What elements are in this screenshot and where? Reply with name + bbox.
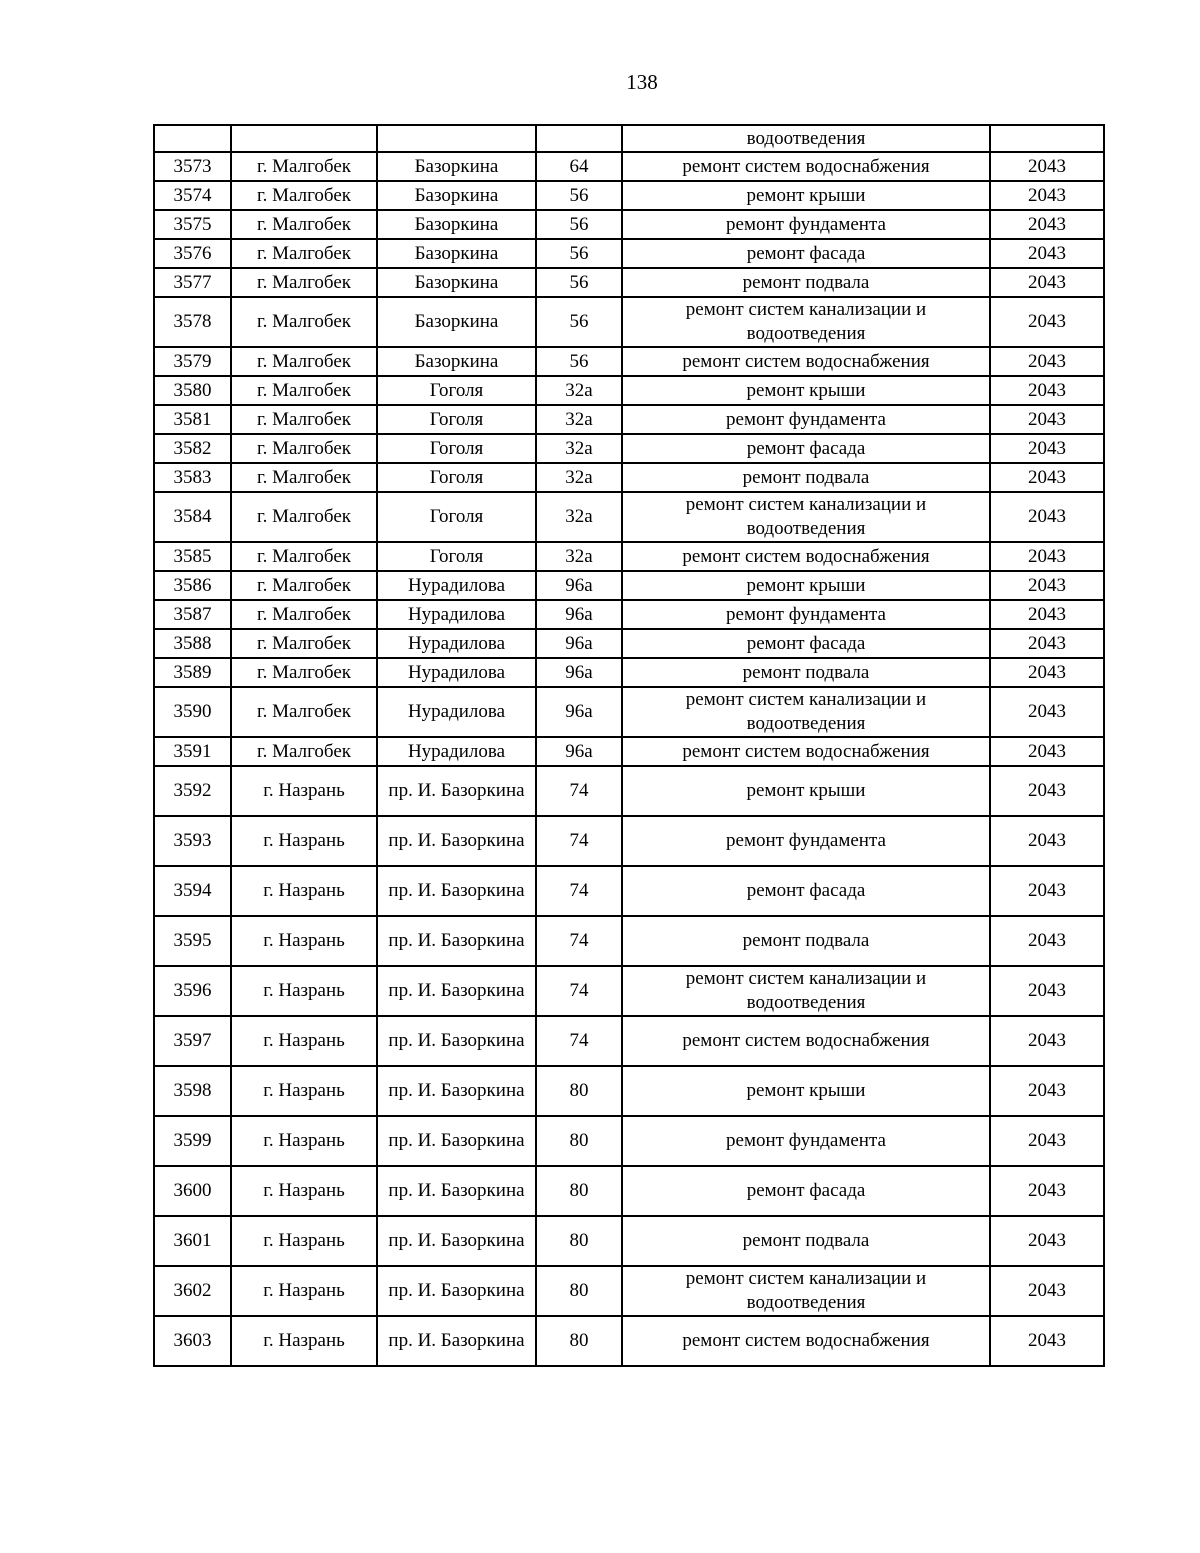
table-row [154,866,1104,916]
cell-city: г. Назрань [231,1316,377,1366]
cell-street: Базоркина [377,210,536,239]
table-row [154,152,1104,181]
cell-city: г. Малгобек [231,181,377,210]
cell-city: г. Назрань [231,1216,377,1266]
cell-work-type: ремонт фундамента [622,210,990,239]
cell-city: г. Назрань [231,1266,377,1316]
cell-year: 2043 [990,297,1104,347]
cell-house: 56 [536,210,622,239]
cell-year: 2043 [990,434,1104,463]
cell-number: 3594 [154,866,231,916]
cell-city: г. Малгобек [231,687,377,737]
cell-year: 2043 [990,1266,1104,1316]
cell-house: 74 [536,866,622,916]
cell-year: 2043 [990,687,1104,737]
table-row [154,239,1104,268]
cell-work-type: ремонт подвала [622,916,990,966]
cell-city: г. Назрань [231,1066,377,1116]
table-row [154,1166,1104,1216]
table-row [154,1116,1104,1166]
cell-street: пр. И. Базоркина [377,966,536,1016]
cell-house: 32а [536,434,622,463]
cell-street: пр. И. Базоркина [377,1266,536,1316]
cell-work-type: ремонт фасада [622,1166,990,1216]
table-row [154,766,1104,816]
cell-work-type: ремонт систем канализации и водоотведения [622,1266,990,1316]
cell-year: 2043 [990,239,1104,268]
cell-number: 3582 [154,434,231,463]
cell-city: г. Малгобек [231,405,377,434]
cell-street: пр. И. Базоркина [377,866,536,916]
cell-street: Базоркина [377,347,536,376]
cell-city: г. Малгобек [231,737,377,766]
cell-city: г. Малгобек [231,239,377,268]
cell-city: г. Малгобек [231,268,377,297]
cell-year: 2043 [990,347,1104,376]
cell-city: г. Малгобек [231,297,377,347]
table-row [154,268,1104,297]
table-row [154,181,1104,210]
cell-number: 3581 [154,405,231,434]
table-row [154,966,1104,1016]
table-row [154,600,1104,629]
cell-work-type: ремонт систем водоснабжения [622,1316,990,1366]
cell-city: г. Назрань [231,816,377,866]
cell-house: 32а [536,405,622,434]
cell-year: 2043 [990,1316,1104,1366]
cell-number: 3577 [154,268,231,297]
cell-number: 3574 [154,181,231,210]
cell-street: Нурадилова [377,687,536,737]
cell-number: 3598 [154,1066,231,1116]
cell-number: 3573 [154,152,231,181]
cell-street: пр. И. Базоркина [377,1116,536,1166]
cell-city: г. Малгобек [231,463,377,492]
cell-year: 2043 [990,1166,1104,1216]
cell-number: 3593 [154,816,231,866]
cell-year: 2043 [990,181,1104,210]
table-row [154,1266,1104,1316]
cell-house: 56 [536,268,622,297]
cell-work-type: ремонт фундамента [622,1116,990,1166]
cell-work-type: ремонт систем канализации и водоотведения [622,297,990,347]
table-row [154,492,1104,542]
cell-street: Базоркина [377,297,536,347]
cell-city [231,125,377,152]
cell-house: 96а [536,687,622,737]
cell-work-type: ремонт систем канализации и водоотведения [622,492,990,542]
cell-street: Базоркина [377,268,536,297]
cell-street [377,125,536,152]
cell-number: 3579 [154,347,231,376]
cell-year: 2043 [990,916,1104,966]
cell-house: 96а [536,737,622,766]
cell-house: 96а [536,629,622,658]
cell-house [536,125,622,152]
cell-number: 3592 [154,766,231,816]
cell-city: г. Малгобек [231,571,377,600]
cell-street: Нурадилова [377,737,536,766]
cell-year: 2043 [990,966,1104,1016]
table-row [154,1016,1104,1066]
cell-city: г. Малгобек [231,376,377,405]
cell-number: 3591 [154,737,231,766]
cell-street: Базоркина [377,239,536,268]
cell-house: 74 [536,816,622,866]
cell-street: пр. И. Базоркина [377,916,536,966]
cell-work-type: ремонт подвала [622,268,990,297]
cell-house: 96а [536,600,622,629]
cell-year: 2043 [990,658,1104,687]
table-row [154,297,1104,347]
cell-city: г. Назрань [231,1166,377,1216]
cell-street: Нурадилова [377,600,536,629]
cell-work-type: ремонт систем водоснабжения [622,152,990,181]
cell-year: 2043 [990,816,1104,866]
cell-work-type: ремонт фасада [622,866,990,916]
cell-number [154,125,231,152]
cell-number: 3595 [154,916,231,966]
cell-work-type: ремонт фундамента [622,600,990,629]
cell-street: Гоголя [377,542,536,571]
cell-year: 2043 [990,376,1104,405]
cell-city: г. Малгобек [231,434,377,463]
cell-year: 2043 [990,600,1104,629]
continuation-row [154,125,1104,152]
table-row [154,347,1104,376]
cell-number: 3588 [154,629,231,658]
cell-work-type: ремонт систем водоснабжения [622,1016,990,1066]
table-row [154,434,1104,463]
table-row [154,1216,1104,1266]
cell-house: 56 [536,297,622,347]
cell-work-type: ремонт крыши [622,571,990,600]
cell-work-type: ремонт фасада [622,629,990,658]
cell-street: пр. И. Базоркина [377,1216,536,1266]
table-row [154,629,1104,658]
table-row [154,571,1104,600]
cell-year: 2043 [990,629,1104,658]
cell-year: 2043 [990,1116,1104,1166]
cell-work-type: ремонт фасада [622,434,990,463]
cell-year: 2043 [990,1066,1104,1116]
cell-house: 80 [536,1216,622,1266]
cell-work-type: ремонт фасада [622,239,990,268]
cell-number: 3589 [154,658,231,687]
table-row [154,658,1104,687]
repair-schedule-table [153,124,1105,1367]
cell-house: 56 [536,239,622,268]
cell-street: Нурадилова [377,658,536,687]
cell-year: 2043 [990,210,1104,239]
cell-street: Базоркина [377,152,536,181]
cell-work-type: ремонт крыши [622,766,990,816]
table-row [154,405,1104,434]
page-number: 138 [626,70,658,94]
table-row [154,1316,1104,1366]
cell-street: Гоголя [377,434,536,463]
cell-year: 2043 [990,571,1104,600]
cell-house: 56 [536,347,622,376]
table-row [154,737,1104,766]
cell-number: 3575 [154,210,231,239]
cell-number: 3600 [154,1166,231,1216]
cell-house: 32а [536,376,622,405]
cell-year: 2043 [990,152,1104,181]
cell-city: г. Назрань [231,766,377,816]
cell-work-type: ремонт систем канализации и водоотведения [622,966,990,1016]
table-row [154,1066,1104,1116]
cell-house: 74 [536,966,622,1016]
cell-street: пр. И. Базоркина [377,1016,536,1066]
cell-number: 3584 [154,492,231,542]
cell-work-type: ремонт фундамента [622,405,990,434]
cell-house: 56 [536,181,622,210]
cell-street: Гоголя [377,463,536,492]
cell-city: г. Назрань [231,916,377,966]
cell-city: г. Малгобек [231,629,377,658]
cell-year: 2043 [990,1216,1104,1266]
cell-house: 80 [536,1166,622,1216]
cell-number: 3596 [154,966,231,1016]
cell-city: г. Малгобек [231,600,377,629]
cell-city: г. Назрань [231,1116,377,1166]
cell-street: пр. И. Базоркина [377,1066,536,1116]
cell-number: 3603 [154,1316,231,1366]
cell-number: 3578 [154,297,231,347]
cell-number: 3601 [154,1216,231,1266]
cell-street: Гоголя [377,492,536,542]
table-row [154,916,1104,966]
cell-number: 3587 [154,600,231,629]
cell-house: 80 [536,1066,622,1116]
cell-city: г. Малгобек [231,658,377,687]
cell-year: 2043 [990,492,1104,542]
cell-work-type: ремонт крыши [622,376,990,405]
cell-city: г. Малгобек [231,152,377,181]
cell-city: г. Назрань [231,866,377,916]
cell-street: Гоголя [377,405,536,434]
cell-city: г. Назрань [231,1016,377,1066]
cell-number: 3576 [154,239,231,268]
cell-work-type: ремонт систем водоснабжения [622,542,990,571]
cell-street: Гоголя [377,376,536,405]
cell-number: 3597 [154,1016,231,1066]
cell-work-type: ремонт систем водоснабжения [622,737,990,766]
cell-number: 3602 [154,1266,231,1316]
cell-number: 3585 [154,542,231,571]
table-body [154,125,1104,1366]
cell-work-type: водоотведения [622,125,990,152]
cell-year: 2043 [990,405,1104,434]
cell-street: Нурадилова [377,629,536,658]
cell-number: 3599 [154,1116,231,1166]
cell-work-type: ремонт крыши [622,1066,990,1116]
cell-year: 2043 [990,463,1104,492]
cell-year: 2043 [990,268,1104,297]
cell-house: 32а [536,463,622,492]
cell-city: г. Малгобек [231,542,377,571]
cell-house: 74 [536,916,622,966]
cell-work-type: ремонт подвала [622,463,990,492]
cell-street: Нурадилова [377,571,536,600]
cell-house: 80 [536,1116,622,1166]
cell-street: пр. И. Базоркина [377,1166,536,1216]
cell-house: 32а [536,492,622,542]
cell-work-type: ремонт фундамента [622,816,990,866]
cell-year: 2043 [990,866,1104,916]
cell-house: 64 [536,152,622,181]
cell-city: г. Малгобек [231,347,377,376]
cell-year: 2043 [990,766,1104,816]
table-row [154,210,1104,239]
cell-work-type: ремонт систем канализации и водоотведения [622,687,990,737]
cell-city: г. Назрань [231,966,377,1016]
cell-street: пр. И. Базоркина [377,1316,536,1366]
cell-city: г. Малгобек [231,210,377,239]
cell-work-type: ремонт подвала [622,658,990,687]
table-row [154,816,1104,866]
cell-number: 3586 [154,571,231,600]
cell-street: пр. И. Базоркина [377,766,536,816]
cell-street: пр. И. Базоркина [377,816,536,866]
cell-work-type: ремонт подвала [622,1216,990,1266]
cell-house: 32а [536,542,622,571]
cell-number: 3583 [154,463,231,492]
cell-year [990,125,1104,152]
cell-house: 74 [536,1016,622,1066]
table-row [154,376,1104,405]
cell-house: 80 [536,1266,622,1316]
cell-number: 3580 [154,376,231,405]
cell-city: г. Малгобек [231,492,377,542]
cell-house: 96а [536,658,622,687]
cell-street: Базоркина [377,181,536,210]
cell-house: 74 [536,766,622,816]
cell-year: 2043 [990,1016,1104,1066]
cell-house: 96а [536,571,622,600]
cell-work-type: ремонт систем водоснабжения [622,347,990,376]
cell-work-type: ремонт крыши [622,181,990,210]
table-row [154,687,1104,737]
table-row [154,542,1104,571]
cell-year: 2043 [990,737,1104,766]
cell-house: 80 [536,1316,622,1366]
cell-year: 2043 [990,542,1104,571]
cell-number: 3590 [154,687,231,737]
table-row [154,463,1104,492]
